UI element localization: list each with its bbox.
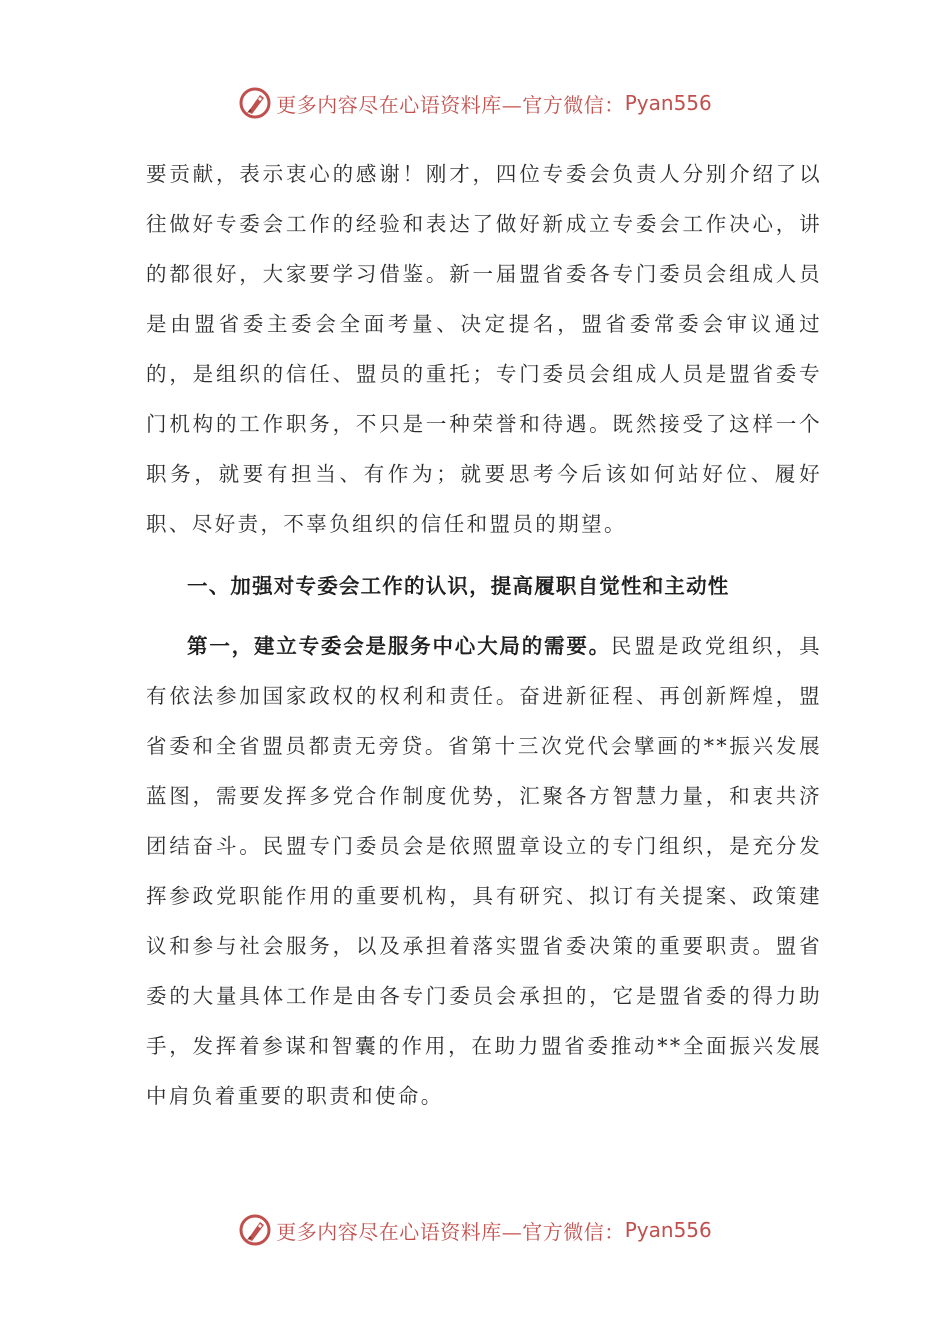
document-body — [146, 149, 822, 1121]
footer-banner-text: 更多内容尽在心语资料库—官方微信： — [276, 1219, 625, 1244]
pen-nib-circle-icon — [238, 86, 272, 120]
paragraph-2-lead: 第一，建立专委会是服务中心大局的需要。 — [187, 634, 611, 658]
paragraph-1: 要贡献，表示衷心的感谢！刚才，四位专委会负责人分别介绍了以往做好专委会工作的经验和表达了做好新成立专委会工作决心，讲的都很好，大家要学习借鉴。新一届盟省委各专门委员会组成人员是由盟省委主委会全面考量、决定提名，盟省委常委会审议通过的，是组织的信任、盟员的重托；专门委员会组成人员是盟省委专门机构的工作职务，不只是一种荣誉和待遇。既然接受了这样一个职务，就要有担当、有作为；就要思考今后该如何站好位、履好职、尽好责，不辜负组织的信任和盟员的期望。 — [146, 162, 822, 536]
footer-banner-wechat-id: Pyan556 — [624, 1218, 712, 1242]
header-banner — [0, 83, 950, 123]
pen-nib-circle-icon — [238, 1213, 272, 1247]
banner-text: 更多内容尽在心语资料库—官方微信： — [276, 92, 625, 117]
banner-wechat-id: Pyan556 — [624, 91, 712, 115]
paragraph-2-body: 民盟是政党组织，具有依法参加国家政权的权利和责任。奋进新征程、再创新辉煌，盟省委和全省盟员都责无旁贷。省第十三次党代会擘画的**振兴发展蓝图，需要发挥多党合作制度优势，汇聚各方智慧力量，和衷共济团结奋斗。民盟专门委员会是依照盟章设立的专门组织，是充分发挥参政党职能作用的重要机构，具有研究、拟订有关提案、政策建议和参与社会服务，以及承担着落实盟省委决策的重要职责。盟省委的大量具体工作是由各专门委员会承担的，它是盟省委的得力助手，发挥着参谋和智囊的作用，在助力盟省委推动**全面振兴发展中肩负着重要的职责和使命。 — [146, 634, 822, 1108]
paragraph-2 — [146, 621, 822, 1121]
footer-banner — [0, 1210, 950, 1250]
section-heading-1: 一、加强对专委会工作的认识，提高履职自觉性和主动性 — [187, 574, 730, 598]
